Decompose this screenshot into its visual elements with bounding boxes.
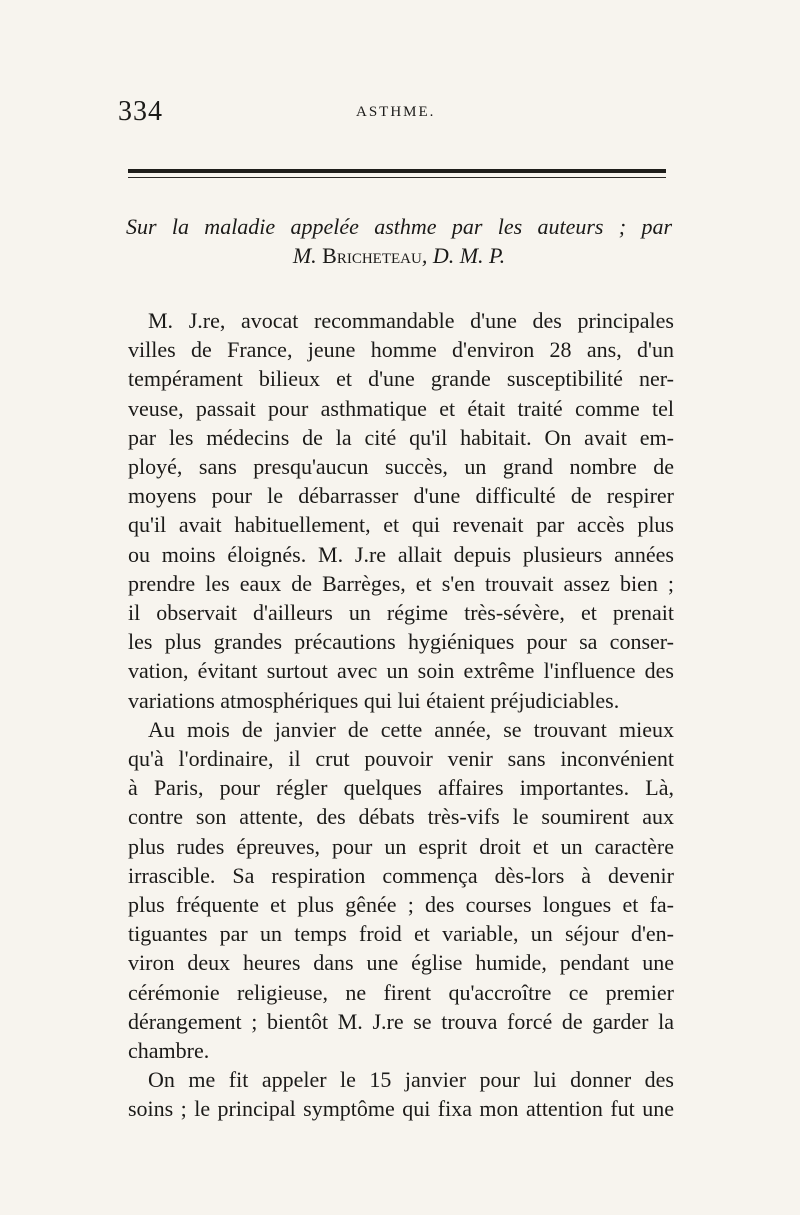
text-line: tiguantes par un temps froid et variable, un séjour d'en-	[128, 921, 674, 947]
text-line: prendre les eaux de Barrèges, et s'en trouvait assez bien ;	[128, 570, 674, 596]
text-line: villes de France, jeune homme d'environ 28 ans, d'un	[128, 337, 674, 363]
article-title	[126, 212, 672, 270]
text-line: il observait d'ailleurs un régime très-sévère, et prenait	[128, 600, 674, 626]
text-line: les plus grandes précautions hygiéniques pour sa conser-	[128, 629, 674, 655]
paragraph	[128, 715, 674, 1065]
text-line: vation, évitant surtout avec un soin extrême l'influence des	[128, 658, 674, 684]
paragraph	[128, 306, 674, 715]
text-line: qu'il avait habituellement, et qui revenait par accès plus	[128, 512, 674, 538]
paragraph	[128, 1065, 674, 1123]
text-line: On me fit appeler le 15 janvier pour lui donner des	[148, 1067, 674, 1093]
text-line: contre son attente, des débats très-vifs le soumirent aux	[128, 804, 674, 830]
text-line: ployé, sans presqu'aucun succès, un grand nombre de	[128, 454, 674, 480]
text-line: irrascible. Sa respiration commença dès-lors à devenir	[128, 862, 674, 888]
author-degree: , D. M. P.	[421, 243, 506, 268]
header-rule-thin	[128, 177, 666, 178]
text-line: plus rudes épreuves, pour un esprit droit et un caractère	[128, 833, 674, 859]
text-line: plus fréquente et plus gênée ; des courses longues et fa-	[128, 892, 674, 918]
page-number: 334	[118, 96, 163, 127]
page-header	[118, 96, 678, 136]
title-author-line	[126, 241, 672, 270]
text-line: par les médecins de la cité qu'il habitait. On avait em-	[128, 424, 674, 450]
text-line: tempérament bilieux et d'une grande susceptibilité ner-	[128, 366, 674, 392]
text-line: M. J.re, avocat recommandable d'une des principales	[148, 308, 674, 333]
author-prefix: M.	[292, 243, 317, 268]
text-line: soins ; le principal symptôme qui fixa mon attention fut une	[128, 1096, 674, 1122]
text-line: viron deux heures dans une église humide, pendant une	[128, 950, 674, 976]
author-name: Bricheteau	[322, 243, 422, 268]
article-body	[128, 306, 674, 1124]
text-line: dérangement ; bientôt M. J.re se trouva forcé de garder la	[128, 1008, 674, 1034]
title-line-1: Sur la maladie appelée asthme par les auteurs ; par	[126, 214, 672, 239]
running-head: ASTHME.	[356, 104, 436, 120]
text-line: moyens pour le débarrasser d'une difficulté de respirer	[128, 483, 674, 509]
text-line: Au mois de janvier de cette année, se trouvant mieux	[148, 716, 674, 742]
text-line: à Paris, pour régler quelques affaires importantes. Là,	[128, 775, 674, 801]
text-line: ou moins éloignés. M. J.re allait depuis plusieurs années	[128, 541, 674, 567]
text-line: chambre.	[128, 1038, 210, 1064]
text-line: cérémonie religieuse, ne firent qu'accroître ce premier	[128, 979, 674, 1005]
text-line: qu'à l'ordinaire, il crut pouvoir venir sans inconvénient	[128, 746, 674, 772]
text-line: variations atmosphériques qui lui étaient préjudiciables.	[128, 687, 620, 713]
text-line: veuse, passait pour asthmatique et était traité comme tel	[128, 395, 674, 421]
header-rule-thick	[128, 169, 666, 173]
